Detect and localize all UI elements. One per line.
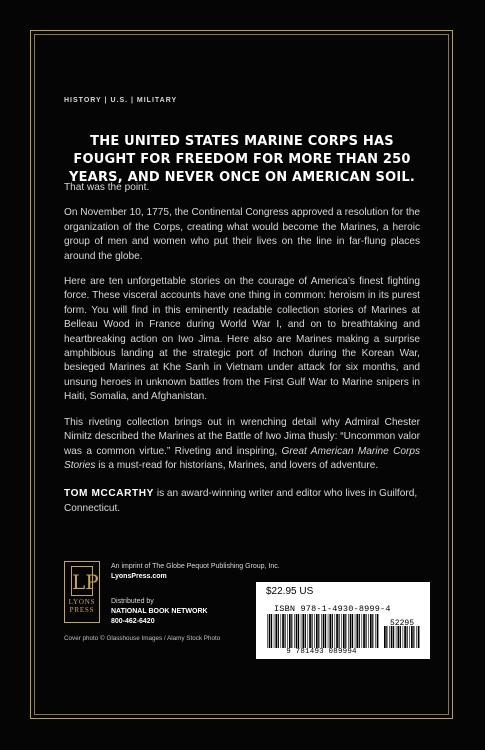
barcode-bar <box>356 614 358 648</box>
logo-text-line: LYONS <box>68 598 96 606</box>
barcode-bar <box>267 614 268 648</box>
barcode-bar <box>350 614 352 648</box>
barcode-bar <box>302 614 304 648</box>
barcode-bar <box>404 626 406 648</box>
barcode-bar <box>328 614 329 648</box>
barcode-box <box>256 582 430 659</box>
barcode-bar <box>285 614 286 648</box>
barcode-bar <box>393 626 394 648</box>
barcode-bar <box>325 614 326 648</box>
ean-number: 9 781493 089994 <box>286 648 357 656</box>
barcode-bar <box>341 614 342 648</box>
paragraph-text: is a must-read for historians, Marines, and lovers of adventure. <box>95 459 379 471</box>
barcode-bar <box>287 614 288 648</box>
paragraph: On November 10, 1775, the Continental Congress approved a resolution for the organization of the Corps, creating what would become the Marines, a heroic group of men and women who put their lives on the line in far-flung places around the globe. <box>64 207 420 262</box>
barcode-bar <box>370 614 372 648</box>
barcode-bar <box>323 614 325 648</box>
barcode-bar <box>400 626 401 648</box>
logo-mark: LP <box>71 566 93 596</box>
paragraph-text: This riveting collection brings out in wrenching detail why Admiral Chester Nimitz described the Marines at the Battle of Iwo Jima thusly: “Uncommon valor was a common virtue.” Riveting and inspiring, <box>64 416 420 457</box>
imprint-line: An imprint of The Globe Pequot Publishing Group, Inc. <box>111 563 280 570</box>
barcode-bar <box>308 614 309 648</box>
barcode-bar <box>335 614 336 648</box>
barcode-bar <box>411 626 413 648</box>
logo-text-line: PRESS <box>69 606 95 614</box>
barcode-bar <box>366 614 367 648</box>
headline: THE UNITED STATES MARINE CORPS HAS FOUGHT FOR FREEDOM FOR MORE THAN 250 YEARS, AND NEVER ONCE ON AMERICAN SOIL. <box>68 134 416 185</box>
barcode-bar <box>386 626 387 648</box>
barcode-bar <box>294 614 295 648</box>
author-name: TOM MCCARTHY <box>64 488 155 500</box>
barcode-bar <box>278 614 279 648</box>
barcode-bar <box>368 614 369 648</box>
barcode-bar <box>359 614 360 648</box>
barcode-bar <box>318 614 319 648</box>
distributor-name: NATIONAL BOOK NETWORK <box>111 608 208 615</box>
barcode-bar <box>289 614 291 648</box>
barcode-bar <box>362 614 363 648</box>
barcode-bar <box>269 614 271 648</box>
barcode-bar <box>274 614 275 648</box>
barcode-bar <box>275 614 277 648</box>
barcode-bar <box>343 614 345 648</box>
barcode-bar <box>413 626 414 648</box>
isbn-number: ISBN 978-1-4930-8999-4 <box>274 604 391 614</box>
distributor-info <box>111 597 208 627</box>
addon-number: 52295 <box>389 619 414 628</box>
logo-text <box>69 598 96 614</box>
author-bio <box>64 487 420 516</box>
cover-credit: Cover photo © Glasshouse Images / Alamy Stock Photo <box>64 635 221 642</box>
distributor-phone: 800-462-6420 <box>111 618 155 625</box>
description <box>64 181 420 527</box>
barcode-bar <box>314 614 315 648</box>
barcode-bar <box>372 614 373 648</box>
barcode-bar <box>363 614 365 648</box>
barcode-bar <box>384 626 386 648</box>
barcode-bar <box>355 614 356 648</box>
barcode-bar <box>305 614 306 648</box>
barcode-bar <box>377 614 379 648</box>
barcode-bar <box>391 626 393 648</box>
barcode-bar <box>321 614 322 648</box>
barcode-bar <box>418 626 420 648</box>
barcode-bar <box>281 614 282 648</box>
barcode-bar <box>329 614 331 648</box>
barcode-bar <box>416 626 417 648</box>
barcode-bar <box>403 626 404 648</box>
barcode-bar <box>396 626 397 648</box>
barcode-bar <box>345 614 346 648</box>
book-title: Great American Marine Corps Stories <box>64 445 420 471</box>
category-label: HISTORY | U.S. | MILITARY <box>64 97 178 104</box>
barcode-bar <box>407 626 408 648</box>
paragraph: That was the point. <box>64 182 150 193</box>
barcode-bar <box>389 626 390 648</box>
barcode-bar <box>398 626 400 648</box>
barcode-bar <box>352 614 353 648</box>
barcode-bar <box>282 614 284 648</box>
distributed-label: Distributed by <box>111 598 154 605</box>
barcode-bar <box>296 614 298 648</box>
barcode-bar <box>316 614 318 648</box>
barcode-bar <box>312 614 313 648</box>
barcode-bar <box>301 614 302 648</box>
barcode-bar <box>291 614 292 648</box>
publisher-logo <box>64 561 100 623</box>
ean-barcode <box>267 614 379 648</box>
imprint-info <box>111 562 291 582</box>
barcode-bar <box>309 614 311 648</box>
paragraph: Here are ten unforgettable stories on the courage of America’s finest fighting force. These visceral accounts have one thing in common: heroism in its purest form. You will find in this eminently readable collection stories of Marines at Belleau Wood in France during World War I, and on to breathtaking and heartbreaking action on Iwo Jima. Here also are Marines making a surprise amphibious landing at the strategic port of Inchon during the Korean War, besieged Marines at Khe Sanh in Vietnam under attack for six months, and unsung heroes in unknown battles from the First Gulf War to Marine snipers in Haiti, Somalia, and Afghanistan. <box>64 276 420 403</box>
barcode-bar <box>336 614 338 648</box>
barcode-bar <box>271 614 272 648</box>
barcode-bar <box>298 614 299 648</box>
paragraph <box>64 416 420 474</box>
barcode-bar <box>375 614 376 648</box>
barcode-bar <box>409 626 410 648</box>
barcode-bar <box>332 614 333 648</box>
price: $22.95 US <box>266 586 314 597</box>
barcode-bar <box>339 614 340 648</box>
publisher-url: LyonsPress.com <box>111 573 167 580</box>
author-bio-text: is an award-winning writer and editor who lives in Guilford, Connecticut. <box>64 488 418 514</box>
barcode-bar <box>348 614 349 648</box>
